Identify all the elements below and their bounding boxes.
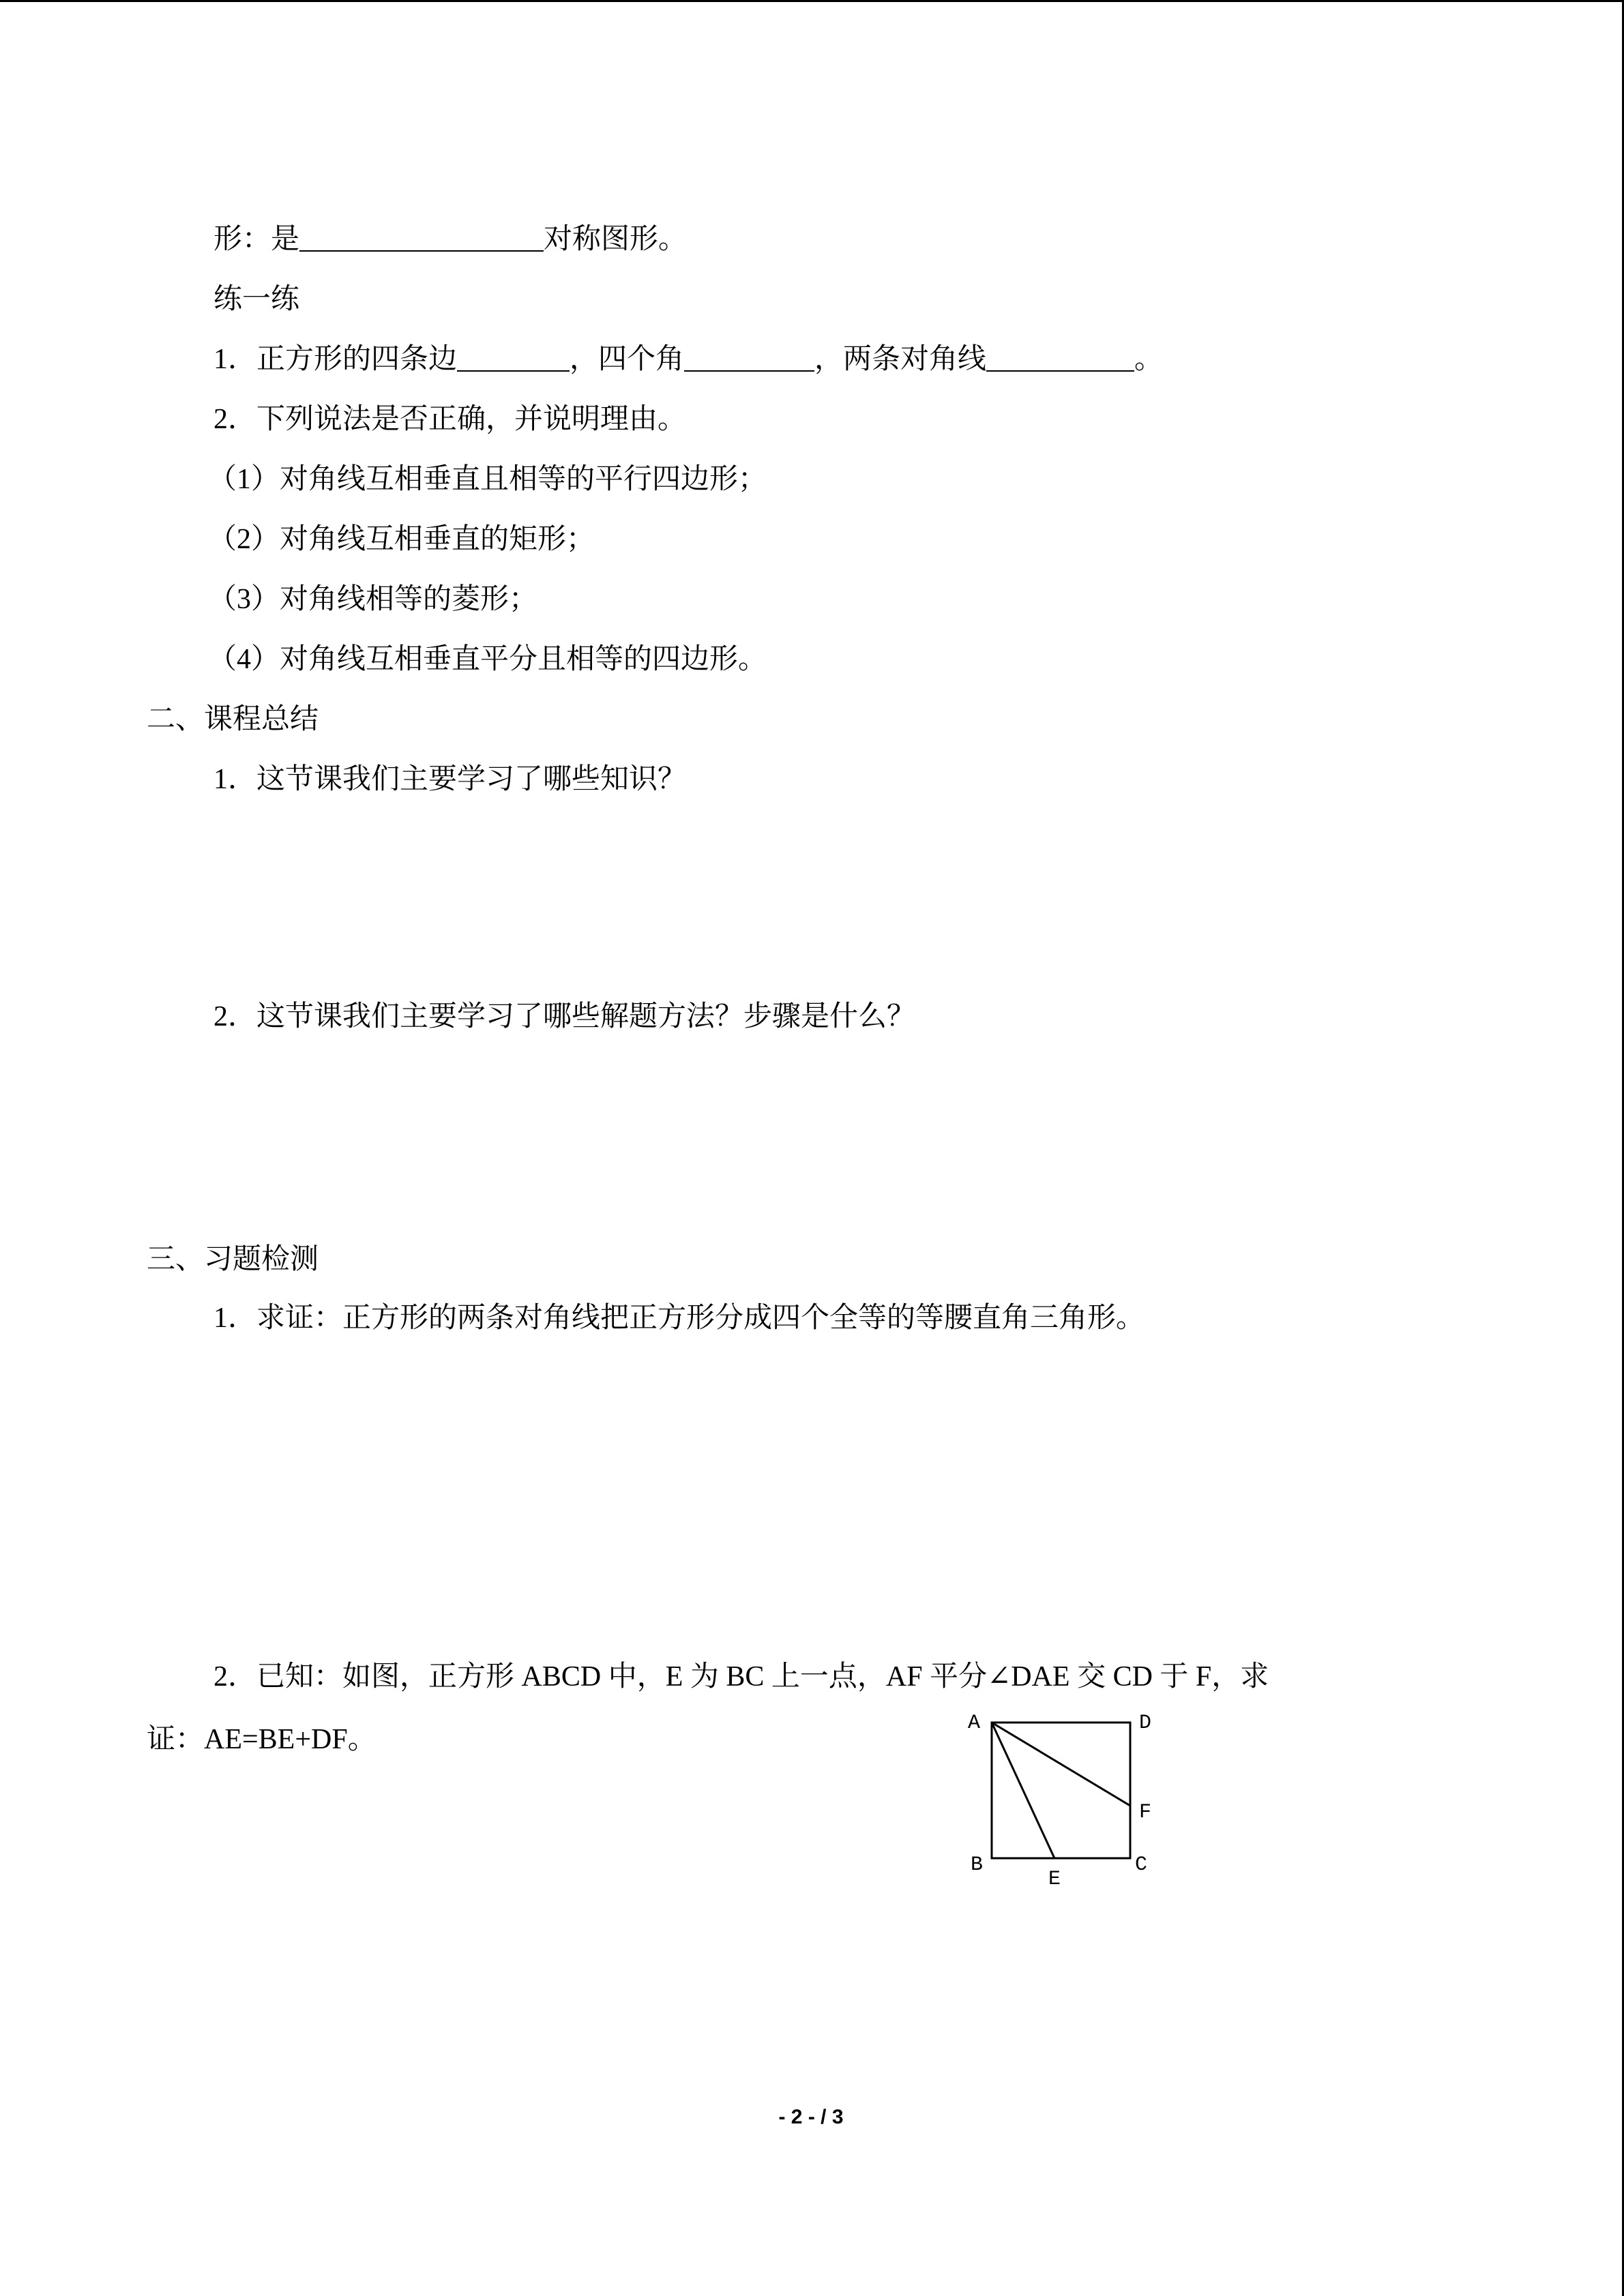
point-label-b: B [970,1853,984,1877]
question-1-text: 1．正方形的四条边 [213,344,458,375]
question-2-item: （1）对角线互相垂直且相等的平行四边形； [208,464,767,495]
answer-blank [457,350,570,372]
point-label-a: A [967,1712,981,1735]
answer-blank [986,350,1134,372]
summary-question: 2．这节课我们主要学习了哪些解题方法？步骤是什么？ [213,1001,916,1032]
point-label-f: F [1138,1801,1152,1824]
section-two-heading: 二、课程总结 [147,704,319,735]
question-2-item: （4）对角线互相垂直平分且相等的四边形。 [208,644,767,675]
square-abcd [992,1723,1130,1858]
question-1-text: ，两条对角线 [814,344,987,375]
exercise-problem-2-line-2: 证：AE=BE+DF。 [147,1724,377,1755]
point-label-c: C [1134,1853,1148,1877]
segment-af [992,1723,1130,1806]
practice-question-2-stem: 2．下列说法是否正确，并说明理由。 [213,404,687,435]
question-2-item: （3）对角线相等的菱形； [208,584,538,615]
answer-blank [299,230,544,252]
answer-blank [684,350,814,372]
question-2-item: （2）对角线互相垂直的矩形； [208,524,595,555]
symmetry-line-suffix: 对称图形。 [544,224,688,255]
page-number: - 2 - / 3 [778,2106,844,2128]
point-label-d: D [1138,1712,1152,1735]
symmetry-fill-line [213,225,687,254]
exercise-problem-2-line-1: 2．已知：如图，正方形 ABCD 中，E 为 BC 上一点，AF 平分∠DAE 交 CD 于 F，求 [213,1661,1269,1693]
practice-heading: 练一练 [213,284,300,315]
practice-question-1 [213,345,1163,374]
section-three-heading: 三、习题检测 [147,1244,319,1275]
summary-question: 1．这节课我们主要学习了哪些知识？ [213,764,687,795]
point-label-e: E [1048,1868,1061,1891]
question-1-text: ，四个角 [570,344,685,375]
question-1-text: 。 [1134,344,1164,375]
exercise-problem-1: 1．求证：正方形的两条对角线把正方形分成四个全等的等腰直角三角形。 [213,1302,1145,1334]
segment-ae [992,1723,1054,1858]
symmetry-line-prefix: 形：是 [213,224,300,255]
square-abcd-figure [955,1693,1173,1898]
